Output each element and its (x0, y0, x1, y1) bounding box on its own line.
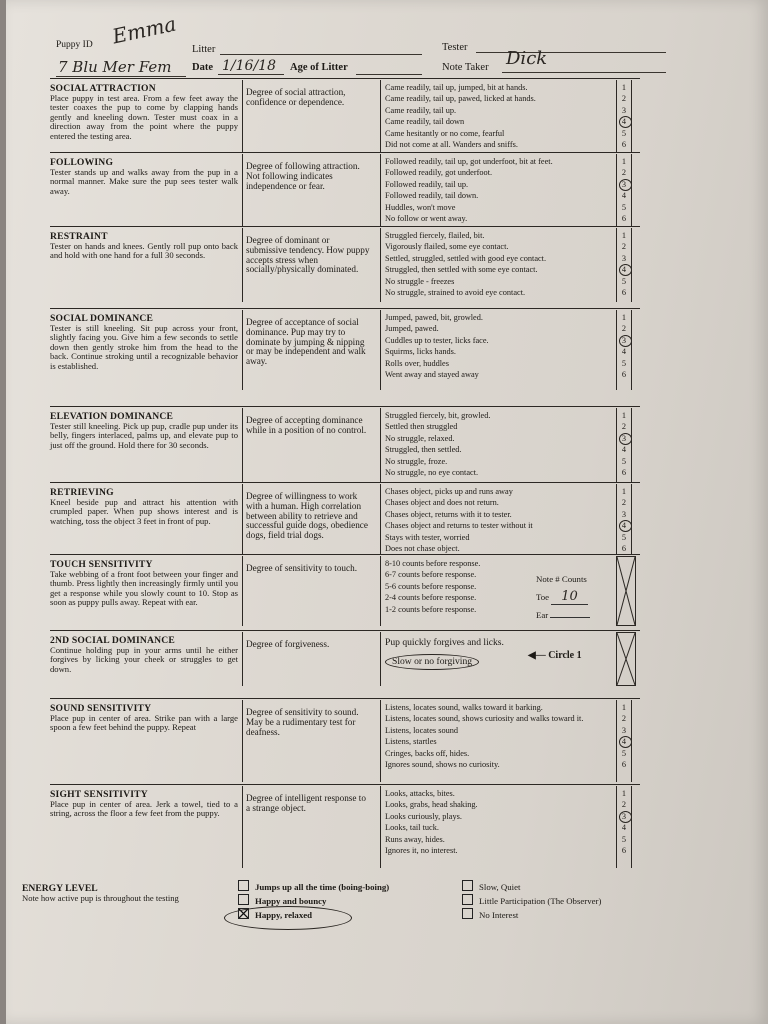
option-text: Jumped, pawed, bit, growled. (385, 313, 483, 322)
section-title: TOUCH SENSITIVITY (50, 559, 153, 570)
score-number[interactable]: 3 (621, 725, 627, 735)
score-number[interactable]: 4 (617, 116, 631, 127)
section-instructions: Place puppy in test area. From a few feet away the tester coaxes the pup to come by clapping hands gently and kneeling down. Tester must coax in a direction away from the point where the puppy entered the testing area. (50, 92, 238, 141)
option-text: Settled, struggled, settled with good eye contact. (385, 253, 547, 263)
option-text: Listens, locates sound (385, 725, 459, 735)
section-measures: Degree of sensitivity to sound. May be a rudimentary test for deafness. (242, 700, 370, 782)
option-text: No struggle, strained to avoid eye contact. (385, 288, 526, 298)
score-number[interactable]: 2 (621, 714, 627, 724)
score-number[interactable]: 2 (621, 498, 627, 508)
circle-label: Circle 1 (548, 650, 582, 661)
section-title: RESTRAINT (50, 231, 108, 242)
option-text: Huddles, won't move (385, 202, 456, 212)
section-instructions: Tester on hands and knees. Gently roll pup onto back and hold with one hand for a full 30 seconds. (50, 240, 238, 261)
ear-value-blank[interactable] (550, 617, 590, 618)
option-text: Settled then struggled (385, 422, 458, 432)
score-number[interactable]: 5 (621, 202, 627, 212)
score-number[interactable]: 1 (621, 487, 627, 496)
section-options (380, 786, 610, 868)
section-description (50, 560, 238, 608)
section-instructions: Tester is still kneeling. Sit pup across your front, slightly facing you. Give him a few seconds to settle down then gently stroke him from the head to the back. Continue stroking until a recognizable behavior is established. (50, 322, 238, 371)
score-column (616, 310, 632, 390)
option-text: Followed readily, got underfoot. (385, 168, 493, 178)
score-column (616, 80, 632, 152)
checkbox-icon[interactable] (462, 908, 473, 919)
section-title: RETRIEVING (50, 487, 114, 498)
option-text: No struggle - freezes (385, 276, 455, 286)
option-text: 2-4 counts before response. (385, 593, 477, 603)
ear-label: Ear (536, 610, 549, 620)
section-instructions: Take webbing of a front foot between your finger and thumb. Press lightly then increasingly firmly until you get a response while you slowly count to 10. Stop as soon as puppy pulls away. Repeat with ear. (50, 568, 238, 608)
option-text: 1-2 counts before response. (385, 604, 477, 614)
option-text: Cringes, backs off, hides. (385, 748, 470, 758)
score-number[interactable]: 2 (621, 324, 627, 334)
score-number[interactable]: 1 (621, 231, 627, 240)
option-text: Ignores sound, shows no curiosity. (385, 760, 500, 770)
score-number[interactable]: 6 (621, 544, 627, 554)
counts-note (536, 570, 590, 624)
option-text: Looks, grabs, head shaking. (385, 800, 478, 810)
checkbox-icon[interactable] (462, 880, 473, 891)
option-text: Went away and stayed away (385, 370, 479, 380)
score-number[interactable]: 2 (621, 422, 627, 432)
section-description (50, 636, 238, 674)
section-restraint (50, 228, 638, 302)
section-description (50, 314, 238, 372)
section-rule (50, 152, 640, 153)
score-column (616, 700, 632, 782)
section-options (380, 228, 610, 302)
section-sound-sensitivity (50, 700, 638, 782)
option-text: Did not come at all. Wanders and sniffs. (385, 140, 518, 150)
date-value: 1/16/18 (222, 58, 276, 74)
option-text: No follow or went away. (385, 214, 468, 224)
section-retrieving (50, 484, 638, 554)
age-label: Age of Litter (290, 62, 348, 73)
section-instructions: Place pup in center of area. Strike pan with a large spoon a few feet behind the puppy. Repeat (50, 712, 238, 733)
option-text: No struggle, no eye contact. (385, 468, 479, 478)
option-text: Stays with tester, worried (385, 532, 470, 542)
option-text: Chases object, picks up and runs away (385, 487, 513, 496)
section-description (50, 790, 238, 819)
option-text: Runs away, hides. (385, 834, 445, 844)
score-column (616, 786, 632, 868)
option-text: Came readily, tail up. (385, 105, 457, 115)
section-measures: Degree of social attraction, confidence or dependence. (242, 80, 370, 152)
score-number[interactable]: 5 (621, 358, 627, 368)
score-number[interactable]: 4 (621, 823, 627, 833)
score-number[interactable]: 5 (621, 834, 627, 844)
section-options (380, 700, 610, 782)
score-number[interactable]: 4 (617, 520, 631, 531)
option-text: 6-7 counts before response. (385, 570, 477, 580)
option-text: Struggled, then settled. (385, 445, 462, 455)
litter-label: Litter (192, 44, 216, 55)
score-number[interactable]: 2 (621, 168, 627, 178)
toe-value[interactable]: 10 (551, 589, 588, 605)
section-title: 2ND SOCIAL DOMINANCE (50, 635, 175, 646)
energy-right-options (462, 880, 601, 922)
option-text: Does not chase object. (385, 544, 460, 554)
section-rule (50, 698, 640, 699)
option-text: No struggle, froze. (385, 456, 448, 466)
energy-option[interactable] (462, 894, 601, 908)
energy-option[interactable] (238, 894, 389, 908)
score-number[interactable]: 5 (621, 532, 627, 542)
section-rule (50, 482, 640, 483)
section-measures: Degree of willingness to work with a human. High correlation between ability to retrieve and successful guide dogs, obedience dogs, field trial dogs. (242, 484, 370, 554)
section-options (380, 80, 610, 152)
note-counts-label: Note # Counts (536, 574, 587, 584)
score-number[interactable]: 2 (621, 242, 627, 252)
option-text: Chases object and returns to tester without it (385, 521, 533, 531)
option-text: No struggle, relaxed. (385, 433, 455, 443)
score-column (616, 228, 632, 302)
section-description (50, 232, 238, 261)
score-number[interactable]: 5 (621, 128, 627, 138)
score-number[interactable]: 2 (621, 800, 627, 810)
checkbox-icon[interactable] (462, 894, 473, 905)
toe-label: Toe (536, 592, 550, 602)
score-number[interactable]: 1 (621, 313, 627, 322)
option-text: Rolls over, huddles (385, 358, 449, 368)
section-touch-sensitivity (50, 556, 638, 626)
energy-selection-oval (224, 906, 352, 930)
section-instructions: Place pup in center of area. Jerk a towel, tied to a string, across the floor a few feet from the puppy. (50, 798, 238, 819)
energy-option[interactable] (462, 880, 601, 894)
puppy-id-value: 7 Blu Mer Fem (58, 58, 172, 76)
section-measures: Degree of sensitivity to touch. (242, 556, 370, 626)
section-instructions: Tester still kneeling. Pick up pup, cradle pup under its belly, fingers interlaced, palms up, and elevate pup to just off the ground. Hold there for 30 seconds. (50, 420, 238, 450)
option-text: Came readily, tail down (385, 117, 465, 127)
note-taker-label: Note Taker (442, 62, 489, 73)
score-number[interactable]: 4 (621, 445, 627, 455)
section-following (50, 154, 638, 226)
option-text: 8-10 counts before response. (385, 559, 481, 568)
score-number[interactable]: 6 (621, 846, 627, 856)
score-column (616, 484, 632, 554)
option-text: Looks, tail tuck. (385, 823, 439, 833)
section-2nd-social-dominance (50, 632, 638, 686)
option-text: Followed readily, tail up. (385, 179, 469, 189)
test-form-paper (6, 0, 768, 1024)
section-title: SOUND SENSITIVITY (50, 703, 152, 714)
section-title: SOCIAL ATTRACTION (50, 83, 156, 94)
score-number[interactable]: 6 (621, 370, 627, 380)
score-number[interactable]: 3 (617, 811, 631, 822)
option-text: Came hesitantly or no come, fearful (385, 128, 505, 138)
crossed-out-score-box (616, 632, 636, 686)
section-options (380, 484, 610, 554)
energy-description: Note how active pup is throughout the testing (22, 892, 179, 903)
section-elevation-dominance (50, 408, 638, 482)
option-text: Struggled, then settled with some eye contact. (385, 265, 538, 275)
section-description (50, 704, 238, 733)
energy-option-label: Happy and bouncy (255, 896, 327, 906)
circle-one-instruction (528, 650, 582, 661)
section-rule (50, 784, 640, 785)
puppy-id-label: Puppy ID (56, 40, 93, 50)
section-social-dominance (50, 310, 638, 390)
score-number[interactable]: 2 (621, 94, 627, 104)
option-text: Jumped, pawed. (385, 324, 439, 334)
score-number[interactable]: 6 (621, 214, 627, 224)
option-text: Squirms, licks hands. (385, 347, 456, 357)
section-options (380, 408, 610, 482)
score-number[interactable]: 1 (621, 157, 627, 166)
tester-label: Tester (442, 42, 468, 53)
score-number[interactable]: 3 (621, 253, 627, 263)
score-number[interactable]: 4 (617, 264, 631, 275)
option-text: Pup quickly forgives and licks. (385, 637, 504, 648)
section-rule (50, 226, 640, 227)
section-sight-sensitivity (50, 786, 638, 868)
score-number[interactable]: 4 (621, 191, 627, 201)
energy-option-label: No Interest (479, 910, 519, 920)
score-number[interactable]: 3 (621, 105, 627, 115)
energy-option-label: Slow, Quiet (479, 882, 521, 892)
section-measures: Degree of accepting dominance while in a position of no control. (242, 408, 370, 482)
section-rule (50, 406, 640, 407)
option-text: Listens, startles (385, 737, 437, 747)
section-measures: Degree of acceptance of social dominance. Pup may try to dominate by jumping & nipping or may be independent and walk away. (242, 310, 370, 390)
section-instructions: Continue holding pup in your arms until he either forgives by licking your cheek or struggles to get down. (50, 644, 238, 674)
option-text: 5-6 counts before response. (385, 581, 477, 591)
section-description (50, 84, 238, 142)
score-number[interactable]: 1 (621, 789, 627, 798)
section-instructions: Tester stands up and walks away from the pup in a normal manner. Make sure the pup sees tester walk away. (50, 166, 238, 196)
option-text: Looks, attacks, bites. (385, 789, 455, 798)
section-rule (50, 78, 640, 79)
score-number[interactable]: 5 (621, 748, 627, 758)
option-text: Followed readily, tail down. (385, 191, 479, 201)
score-number[interactable]: 6 (621, 468, 627, 478)
score-number[interactable]: 3 (617, 433, 631, 444)
option-text: Chases object and does not return. (385, 498, 499, 508)
option-text: Looks curiously, plays. (385, 811, 462, 821)
energy-option-label: Jumps up all the time (boing-boing) (255, 882, 390, 892)
option-text: Followed readily, tail up, got underfoot, bit at feet. (385, 157, 553, 166)
score-number[interactable]: 3 (621, 509, 627, 519)
score-number[interactable]: 1 (621, 703, 627, 712)
score-number[interactable]: 3 (617, 335, 631, 346)
energy-option[interactable] (462, 908, 601, 922)
section-description (50, 488, 238, 526)
option-text: Struggled fiercely, flailed, bit. (385, 231, 485, 240)
section-options (380, 154, 610, 226)
option-text: Vigorously flailed, some eye contact. (385, 242, 509, 252)
checkbox-icon[interactable] (238, 894, 249, 905)
section-description (50, 158, 238, 196)
section-measures: Degree of following attraction. Not following indicates independence or fear. (242, 154, 370, 226)
section-description (50, 412, 238, 450)
note-taker-value: Dick (506, 48, 548, 69)
checkbox-icon[interactable] (238, 880, 249, 891)
option-text: Struggled fiercely, bit, growled. (385, 411, 491, 420)
energy-title: ENERGY LEVEL (22, 883, 98, 894)
section-measures: Degree of intelligent response to a strange object. (242, 786, 370, 868)
section-options (380, 310, 610, 390)
section-rule (50, 630, 640, 631)
section-rule (50, 554, 640, 555)
option-text: Slow or no forgiving (385, 654, 479, 670)
energy-option[interactable] (238, 880, 389, 894)
section-social-attraction (50, 80, 638, 152)
option-text: Ignores it, no interest. (385, 846, 458, 856)
option-text: Chases object, returns with it to tester. (385, 509, 512, 519)
score-number[interactable]: 5 (621, 456, 627, 466)
option-text: Listens, locates sound, shows curiosity and walks toward it. (385, 714, 584, 724)
score-number[interactable]: 6 (621, 288, 627, 298)
section-instructions: Kneel beside pup and attract his attention with crumpled paper. When pup shows interest and is watching, toss the object 3 feet in front of pup. (50, 496, 238, 526)
score-number[interactable]: 4 (617, 736, 631, 747)
section-title: FOLLOWING (50, 157, 114, 168)
score-number[interactable]: 6 (621, 760, 627, 770)
section-measures: Degree of dominant or submissive tendency. How puppy accepts stress when socially/physically dominated. (242, 228, 370, 302)
section-rule (50, 308, 640, 309)
score-column (616, 408, 632, 482)
option-text: Cuddles up to tester, licks face. (385, 335, 489, 345)
section-title: ELEVATION DOMINANCE (50, 411, 174, 422)
arrow-left-icon: ◀— (528, 650, 546, 661)
puppy-name-handwritten: Emma (110, 11, 179, 49)
date-label: Date (192, 62, 213, 73)
score-number[interactable]: 4 (621, 347, 627, 357)
score-number[interactable]: 5 (621, 276, 627, 286)
energy-option-label: Happy, relaxed (255, 910, 313, 920)
score-number[interactable]: 6 (621, 140, 627, 150)
score-number[interactable]: 1 (621, 411, 627, 420)
energy-option-label: Little Participation (The Observer) (479, 896, 602, 906)
option-text: Came readily, tail up, pawed, licked at hands. (385, 94, 536, 104)
option-text: Listens, locates sound, walks toward it barking. (385, 703, 543, 712)
score-number[interactable]: 1 (621, 83, 627, 92)
section-title: SIGHT SENSITIVITY (50, 789, 148, 800)
section-title: SOCIAL DOMINANCE (50, 313, 154, 324)
score-number[interactable]: 3 (617, 179, 631, 190)
crossed-out-score-box (616, 556, 636, 626)
section-measures: Degree of forgiveness. (242, 632, 370, 686)
score-column (616, 154, 632, 226)
option-text: Came readily, tail up, jumped, bit at hands. (385, 83, 528, 92)
